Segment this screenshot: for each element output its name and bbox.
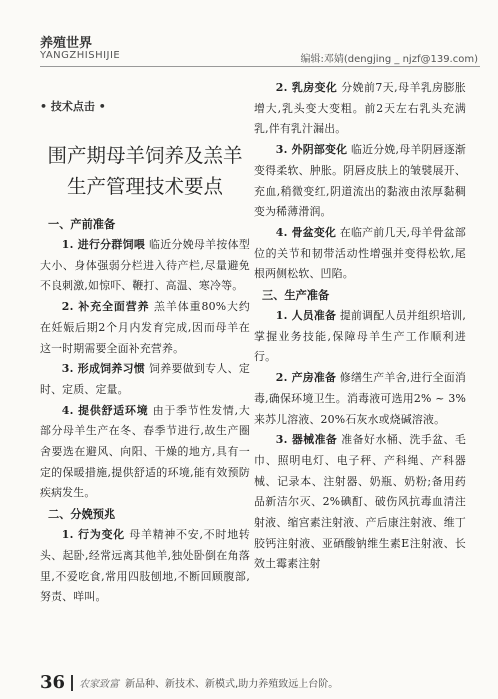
page-number: 36 (40, 672, 66, 693)
paragraph (40, 297, 250, 359)
paragraph-lead: 1. 行为变化 (61, 528, 125, 542)
paragraph (40, 525, 250, 608)
paragraph-text: 提前调配人员并组织培训,掌握业务技能,保障母羊生产工作顺利进行。 (254, 309, 466, 364)
title-line-1: 围产期母羊饲养及羔羊 (47, 144, 243, 167)
section-heading-1: 一、产前准备 (48, 218, 116, 231)
paragraph-lead: 3. 器械准备 (275, 433, 338, 447)
paragraph-text: 羔羊体重80%大约在妊娠后期2个月内发育完成,因而母羊在这一时期需要全面补充营养。 (40, 300, 250, 355)
footer-divider (71, 675, 73, 691)
paragraph-lead: 2. 产房准备 (275, 371, 337, 385)
magazine-logo: 农家致富 (79, 679, 120, 690)
paragraph (40, 401, 250, 505)
paragraph-lead: 3. 外阴部变化 (275, 143, 348, 157)
paragraph-lead: 1. 进行分群饲喂 (61, 238, 146, 251)
paragraph-text: 母羊精神不安,不时地转头、起卧,经常远离其他羊,独处卧倒在角落里,不爱吃食,常用四肢刨地,不断回顾腹部,努责、咩叫。 (40, 528, 250, 604)
article-title (40, 140, 250, 202)
paragraph (254, 78, 466, 140)
section-heading-2: 二、分娩预兆 (48, 508, 116, 522)
section-heading-3: 三、生产准备 (262, 289, 330, 303)
paragraph-lead: 2. 补充全面营养 (61, 300, 150, 314)
paragraph-text: 修缮生产羊舍,进行全面消毒,确保环境卫生。消毒液可选用2% ~ 3%来苏儿溶液、20%石灰水或烧碱溶液。 (254, 371, 466, 426)
paragraph (254, 368, 466, 430)
magazine-title: 养殖世界 (40, 36, 93, 51)
paragraph-text: 临近分娩母羊按体型大小、身体强弱分栏进入待产栏,尽量避免不良刺激,如惊吓、鞭打、高温、寒冷等。 (40, 238, 250, 293)
paragraph (40, 359, 250, 400)
page-footer (40, 672, 338, 693)
paragraph-lead: 4. 骨盆变化 (275, 225, 337, 239)
editor-credit: 编辑:邓婧(dengjing _ njzf@139.com) (300, 54, 478, 65)
right-column (254, 78, 466, 575)
magazine-subtitle: YANGZHISHIJIE (40, 50, 121, 61)
page-header (0, 0, 498, 70)
paragraph-text: 分娩前7天,母羊乳房膨胀增大,乳头变大变粗。前2天左右乳头充满乳,伴有乳汁漏出。 (254, 81, 467, 136)
paragraph-text: 饲养要做到专人、定时、定质、定量。 (40, 362, 250, 396)
paragraph-text: 临近分娩,母羊阴唇逐渐变得柔软、肿胀。阴唇皮肤上的皱襞展开、充血,稍微变红,阴道流出的黏液由浓厚黏稠变为稀薄滑润。 (254, 143, 467, 219)
paragraph (254, 140, 466, 223)
title-line-2: 生产管理技术要点 (66, 175, 223, 198)
left-column (40, 78, 250, 608)
column-tag: • 技术点击 • (40, 100, 106, 113)
paragraph (254, 223, 466, 285)
paragraph-lead: 1. 人员准备 (275, 309, 337, 323)
footer-slogan: 新品种、新技术、新模式,助力养殖致远上台阶。 (125, 679, 339, 690)
paragraph-lead: 3. 形成饲养习惯 (61, 362, 146, 376)
header-divider (40, 66, 480, 67)
paragraph-text: 由于季节性发情,大部分母羊生产在冬、春季节进行,故生产圈舍要选在避风、向阳、干燥的地方,具有一定的保暖措施,提供舒适的环境,能有效预防疾病发生。 (40, 403, 250, 500)
paragraph-text: 在临产前几天,母羊骨盆部位的关节和韧带活动性增强并变得松软,尾根两侧松软、凹陷。 (254, 225, 466, 281)
paragraph-text: 准备好水桶、洗手盆、毛巾、照明电灯、电子秤、产科绳、产科器械、记录本、注射器、奶瓶、奶粉;备用药品新洁尔灭、2%碘酊、破伤风抗毒血清注射液、缩宫素注射液、产后康注射液、维丁胶钙注射液、亚硒酸钠维生素E注射液、长效土霉素注射 (254, 433, 467, 571)
paragraph (254, 430, 466, 575)
paragraph (254, 306, 466, 368)
paragraph-lead: 2. 乳房变化 (275, 81, 338, 94)
paragraph-lead: 4. 提供舒适环境 (61, 403, 149, 417)
paragraph (40, 235, 250, 297)
